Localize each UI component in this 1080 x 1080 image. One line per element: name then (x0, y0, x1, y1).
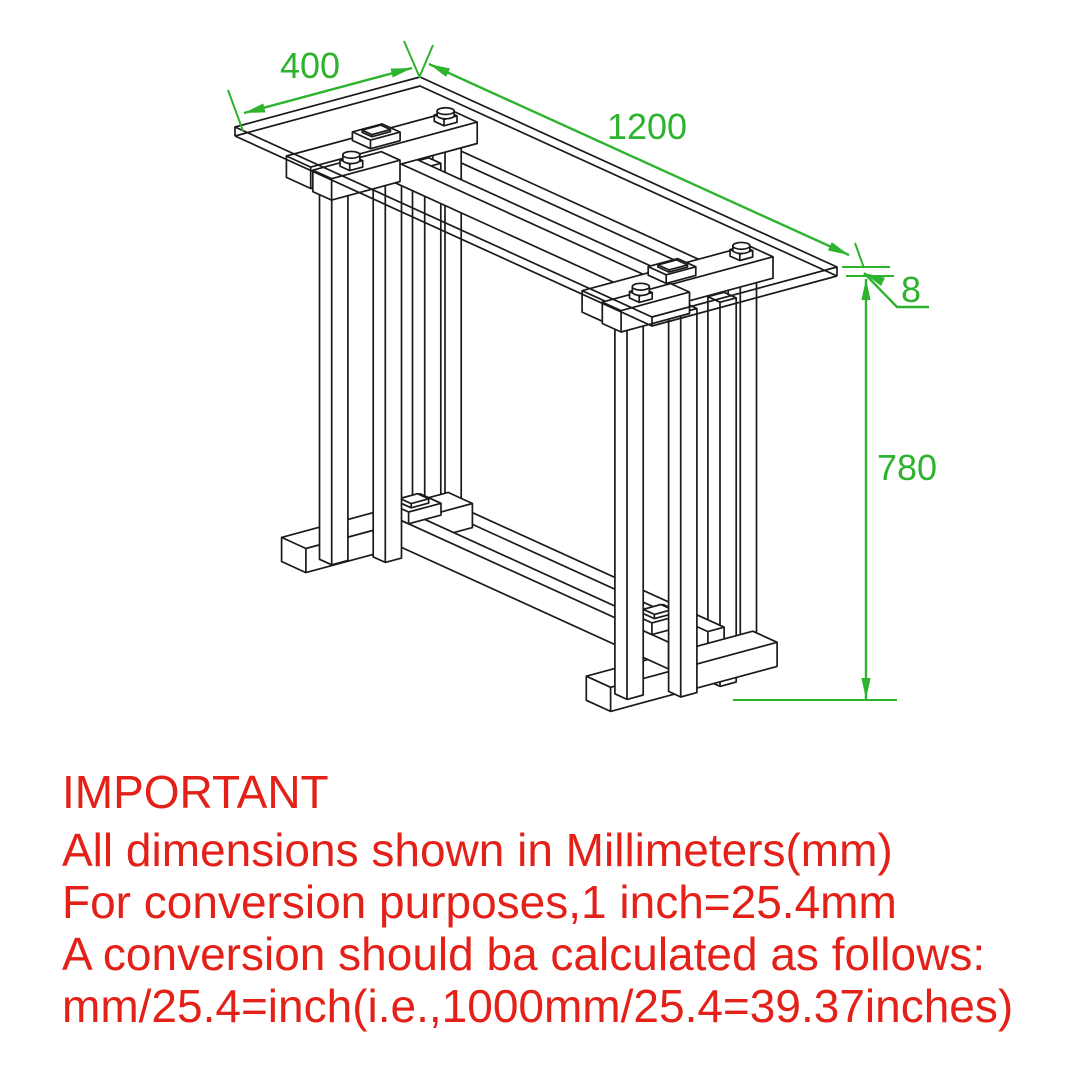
notice-heading: IMPORTANT (62, 766, 329, 818)
width-dimension-label: 1200 (606, 106, 688, 147)
depth-dimension (228, 41, 420, 131)
glass-thickness-dimension (842, 267, 929, 310)
notice-line-4: mm/25.4=inch(i.e.,1000mm/25.4=39.37inches) (62, 980, 1014, 1032)
notice-line-1: All dimensions shown in Millimeters(mm) (62, 824, 893, 876)
notice-line-3: A conversion should ba calculated as follows: (62, 928, 986, 980)
glass-thickness-label: 8 (900, 269, 922, 310)
depth-dimension-label: 400 (279, 45, 341, 86)
table-frame (282, 108, 777, 712)
notice-line-2: For conversion purposes,1 inch=25.4mm (62, 876, 897, 928)
notice-block (62, 766, 1074, 1032)
height-dimension-label: 780 (877, 447, 938, 488)
